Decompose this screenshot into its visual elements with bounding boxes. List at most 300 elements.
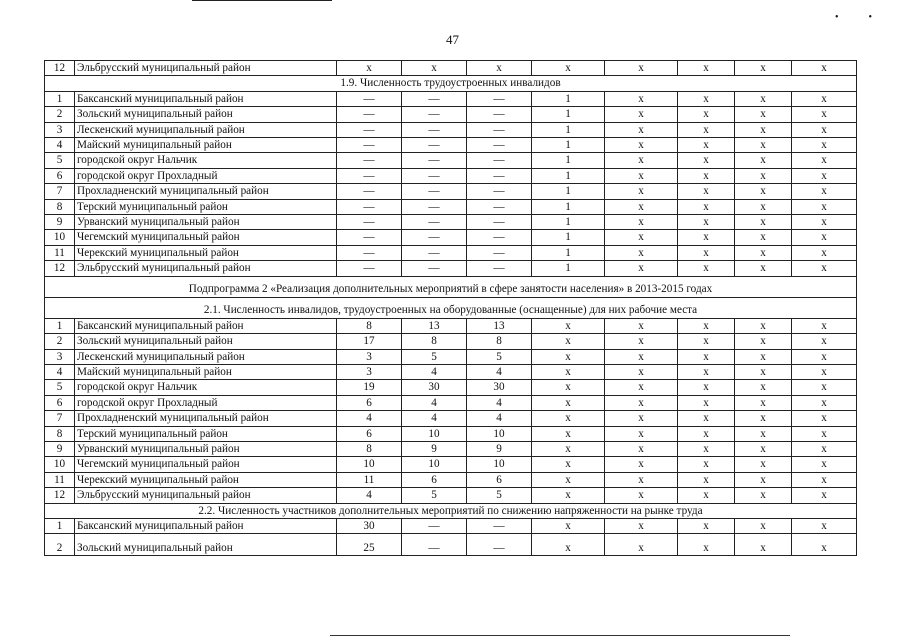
table-row: [45, 230, 857, 245]
table-row: [45, 91, 857, 106]
value-cell: х: [735, 199, 792, 214]
value-cell: 10: [402, 457, 467, 472]
value-cell: 10: [467, 457, 532, 472]
value-cell: х: [792, 168, 857, 183]
value-cell: 11: [337, 472, 402, 487]
data-table: [44, 60, 857, 556]
value-cell: 10: [402, 426, 467, 441]
value-cell: х: [735, 411, 792, 426]
value-cell: х: [792, 426, 857, 441]
value-cell: —: [402, 199, 467, 214]
value-cell: х: [792, 349, 857, 364]
district-name-cell: городской округ Нальчик: [75, 153, 337, 168]
section-heading-row: [45, 503, 857, 518]
district-name-cell: Эльбрусский муниципальный район: [75, 488, 337, 503]
district-name-cell: Терский муниципальный район: [75, 199, 337, 214]
value-cell: 4: [337, 411, 402, 426]
value-cell: х: [792, 215, 857, 230]
value-cell: х: [792, 472, 857, 487]
district-name-cell: Баксанский муниципальный район: [75, 91, 337, 106]
value-cell: х: [532, 61, 605, 76]
row-number-cell: 2: [45, 107, 75, 122]
row-number-cell: 1: [45, 91, 75, 106]
row-number-cell: 10: [45, 230, 75, 245]
value-cell: 4: [467, 411, 532, 426]
section-heading: 2.1. Численность инвалидов, трудоустроенных на оборудованные (оснащенные) для них рабочие места: [45, 297, 857, 318]
value-cell: х: [678, 534, 735, 556]
value-cell: 1: [532, 153, 605, 168]
value-cell: 30: [337, 518, 402, 533]
value-cell: х: [792, 261, 857, 276]
table-row: [45, 472, 857, 487]
value-cell: х: [605, 215, 678, 230]
value-cell: —: [337, 153, 402, 168]
value-cell: 10: [467, 426, 532, 441]
district-name-cell: Зольский муниципальный район: [75, 334, 337, 349]
value-cell: —: [337, 184, 402, 199]
row-number-cell: 4: [45, 138, 75, 153]
value-cell: х: [605, 184, 678, 199]
value-cell: х: [678, 138, 735, 153]
value-cell: х: [792, 534, 857, 556]
value-cell: х: [678, 61, 735, 76]
row-number-cell: 8: [45, 199, 75, 214]
table-row: [45, 518, 857, 533]
row-number-cell: 3: [45, 122, 75, 137]
value-cell: х: [532, 380, 605, 395]
district-name-cell: Урванский муниципальный район: [75, 215, 337, 230]
district-name-cell: Зольский муниципальный район: [75, 107, 337, 122]
value-cell: —: [467, 245, 532, 260]
value-cell: х: [792, 457, 857, 472]
value-cell: х: [735, 472, 792, 487]
value-cell: х: [735, 107, 792, 122]
value-cell: 1: [532, 91, 605, 106]
value-cell: х: [678, 261, 735, 276]
value-cell: 13: [402, 318, 467, 333]
value-cell: —: [402, 107, 467, 122]
district-name-cell: Прохладненский муниципальный район: [75, 184, 337, 199]
row-number-cell: 9: [45, 215, 75, 230]
table-row: [45, 199, 857, 214]
table-row: [45, 426, 857, 441]
value-cell: х: [678, 245, 735, 260]
value-cell: х: [792, 138, 857, 153]
row-number-cell: 3: [45, 349, 75, 364]
value-cell: х: [735, 457, 792, 472]
value-cell: 4: [467, 395, 532, 410]
value-cell: х: [735, 61, 792, 76]
row-number-cell: 4: [45, 364, 75, 379]
value-cell: х: [678, 380, 735, 395]
value-cell: х: [735, 426, 792, 441]
row-number-cell: 7: [45, 184, 75, 199]
value-cell: 5: [402, 488, 467, 503]
value-cell: —: [467, 184, 532, 199]
value-cell: х: [678, 184, 735, 199]
row-number-cell: 8: [45, 426, 75, 441]
value-cell: —: [467, 153, 532, 168]
district-name-cell: Зольский муниципальный район: [75, 534, 337, 556]
value-cell: х: [678, 230, 735, 245]
value-cell: —: [402, 245, 467, 260]
corner-mark: •: [868, 12, 903, 23]
value-cell: х: [678, 364, 735, 379]
value-cell: х: [678, 318, 735, 333]
value-cell: 1: [532, 215, 605, 230]
row-number-cell: 12: [45, 488, 75, 503]
value-cell: 6: [337, 395, 402, 410]
table-row: [45, 168, 857, 183]
district-name-cell: Черекский муниципальный район: [75, 245, 337, 260]
value-cell: х: [532, 411, 605, 426]
value-cell: —: [467, 168, 532, 183]
value-cell: 30: [467, 380, 532, 395]
value-cell: х: [792, 334, 857, 349]
row-number-cell: 11: [45, 472, 75, 487]
value-cell: х: [605, 364, 678, 379]
value-cell: х: [735, 380, 792, 395]
value-cell: х: [605, 261, 678, 276]
value-cell: 8: [467, 334, 532, 349]
value-cell: х: [735, 168, 792, 183]
value-cell: х: [605, 534, 678, 556]
value-cell: х: [735, 153, 792, 168]
value-cell: 1: [532, 138, 605, 153]
value-cell: х: [792, 184, 857, 199]
value-cell: 4: [402, 395, 467, 410]
table-body: [45, 61, 857, 556]
row-number-cell: 10: [45, 457, 75, 472]
value-cell: 30: [402, 380, 467, 395]
value-cell: х: [605, 380, 678, 395]
value-cell: х: [735, 488, 792, 503]
row-number-cell: 12: [45, 61, 75, 76]
district-name-cell: городской округ Нальчик: [75, 380, 337, 395]
value-cell: х: [605, 245, 678, 260]
district-name-cell: Майский муниципальный район: [75, 364, 337, 379]
value-cell: —: [467, 122, 532, 137]
value-cell: —: [402, 230, 467, 245]
value-cell: х: [792, 107, 857, 122]
row-number-cell: 9: [45, 441, 75, 456]
district-name-cell: Урванский муниципальный район: [75, 441, 337, 456]
value-cell: х: [605, 107, 678, 122]
value-cell: х: [792, 380, 857, 395]
value-cell: х: [792, 318, 857, 333]
value-cell: х: [735, 441, 792, 456]
row-number-cell: 6: [45, 395, 75, 410]
district-name-cell: Чегемский муниципальный район: [75, 230, 337, 245]
district-name-cell: Терский муниципальный район: [75, 426, 337, 441]
district-name-cell: Майский муниципальный район: [75, 138, 337, 153]
value-cell: —: [337, 215, 402, 230]
value-cell: 5: [467, 349, 532, 364]
district-name-cell: Баксанский муниципальный район: [75, 318, 337, 333]
value-cell: х: [735, 334, 792, 349]
value-cell: х: [532, 334, 605, 349]
top-rule: [192, 0, 332, 1]
value-cell: 5: [402, 349, 467, 364]
value-cell: 8: [402, 334, 467, 349]
value-cell: х: [532, 395, 605, 410]
value-cell: х: [532, 364, 605, 379]
value-cell: х: [678, 153, 735, 168]
value-cell: х: [678, 91, 735, 106]
value-cell: х: [605, 395, 678, 410]
district-name-cell: Эльбрусский муниципальный район: [75, 261, 337, 276]
value-cell: 4: [402, 364, 467, 379]
value-cell: —: [402, 215, 467, 230]
value-cell: 3: [337, 364, 402, 379]
value-cell: х: [792, 395, 857, 410]
value-cell: х: [605, 91, 678, 106]
district-name-cell: Эльбрусский муниципальный район: [75, 61, 337, 76]
value-cell: х: [605, 168, 678, 183]
table-row: [45, 411, 857, 426]
page-number: 47: [446, 32, 459, 47]
value-cell: х: [605, 153, 678, 168]
value-cell: х: [532, 488, 605, 503]
value-cell: х: [735, 215, 792, 230]
table-row: [45, 349, 857, 364]
value-cell: х: [678, 199, 735, 214]
row-number-cell: 6: [45, 168, 75, 183]
bottom-rule: [330, 635, 790, 636]
subprogram-heading: Подпрограмма 2 «Реализация дополнительных мероприятий в сфере занятости населения» в 2013-2015 годах: [45, 276, 857, 297]
value-cell: 17: [337, 334, 402, 349]
value-cell: х: [678, 441, 735, 456]
value-cell: —: [402, 534, 467, 556]
value-cell: 10: [337, 457, 402, 472]
value-cell: х: [532, 349, 605, 364]
table-row: [45, 245, 857, 260]
table-row: [45, 215, 857, 230]
district-name-cell: Черекский муниципальный район: [75, 472, 337, 487]
district-name-cell: городской округ Прохладный: [75, 168, 337, 183]
value-cell: —: [337, 107, 402, 122]
corner-mark: •: [835, 12, 869, 23]
row-number-cell: 12: [45, 261, 75, 276]
section-heading-row: [45, 76, 857, 91]
district-name-cell: Лескенский муниципальный район: [75, 349, 337, 364]
row-number-cell: 7: [45, 411, 75, 426]
value-cell: х: [735, 245, 792, 260]
value-cell: —: [402, 122, 467, 137]
value-cell: х: [735, 184, 792, 199]
table-row: [45, 138, 857, 153]
value-cell: 25: [337, 534, 402, 556]
table-row: [45, 153, 857, 168]
value-cell: 3: [337, 349, 402, 364]
row-number-cell: 1: [45, 318, 75, 333]
value-cell: 6: [337, 426, 402, 441]
value-cell: х: [735, 364, 792, 379]
value-cell: х: [735, 518, 792, 533]
value-cell: х: [605, 518, 678, 533]
value-cell: —: [467, 107, 532, 122]
value-cell: х: [605, 488, 678, 503]
value-cell: х: [532, 426, 605, 441]
table-row: [45, 107, 857, 122]
value-cell: х: [605, 334, 678, 349]
value-cell: 1: [532, 245, 605, 260]
value-cell: —: [467, 261, 532, 276]
value-cell: х: [792, 61, 857, 76]
value-cell: х: [678, 457, 735, 472]
corner-marks: [835, 12, 902, 23]
value-cell: х: [735, 230, 792, 245]
value-cell: 1: [532, 230, 605, 245]
table-row: [45, 534, 857, 556]
value-cell: —: [337, 261, 402, 276]
value-cell: 8: [337, 318, 402, 333]
value-cell: х: [605, 472, 678, 487]
value-cell: х: [735, 261, 792, 276]
value-cell: —: [467, 230, 532, 245]
value-cell: х: [792, 411, 857, 426]
row-number-cell: 5: [45, 153, 75, 168]
value-cell: 1: [532, 122, 605, 137]
table-row: [45, 395, 857, 410]
value-cell: х: [532, 472, 605, 487]
value-cell: х: [792, 364, 857, 379]
value-cell: х: [532, 441, 605, 456]
value-cell: х: [605, 411, 678, 426]
value-cell: х: [605, 349, 678, 364]
value-cell: 8: [337, 441, 402, 456]
value-cell: х: [678, 215, 735, 230]
value-cell: х: [792, 199, 857, 214]
value-cell: х: [678, 411, 735, 426]
value-cell: х: [605, 199, 678, 214]
value-cell: 5: [467, 488, 532, 503]
value-cell: х: [532, 534, 605, 556]
value-cell: 6: [402, 472, 467, 487]
value-cell: х: [678, 488, 735, 503]
value-cell: —: [402, 184, 467, 199]
value-cell: х: [792, 122, 857, 137]
value-cell: х: [678, 107, 735, 122]
district-name-cell: Прохладненский муниципальный район: [75, 411, 337, 426]
value-cell: —: [337, 230, 402, 245]
value-cell: х: [605, 230, 678, 245]
value-cell: 1: [532, 184, 605, 199]
table-row: [45, 334, 857, 349]
value-cell: —: [467, 534, 532, 556]
section-heading: 2.2. Численность участников дополнительных мероприятий по снижению напряженности на рынке труда: [45, 503, 857, 518]
value-cell: х: [605, 426, 678, 441]
section-heading-row: [45, 297, 857, 318]
table-row: [45, 261, 857, 276]
row-number-cell: 1: [45, 518, 75, 533]
value-cell: 1: [532, 199, 605, 214]
value-cell: х: [792, 245, 857, 260]
table-row: [45, 184, 857, 199]
table-row: [45, 441, 857, 456]
value-cell: —: [402, 138, 467, 153]
value-cell: —: [337, 122, 402, 137]
value-cell: х: [678, 472, 735, 487]
value-cell: —: [337, 91, 402, 106]
row-number-cell: 2: [45, 534, 75, 556]
value-cell: х: [605, 61, 678, 76]
value-cell: —: [467, 91, 532, 106]
value-cell: —: [467, 138, 532, 153]
value-cell: х: [678, 518, 735, 533]
district-name-cell: городской округ Прохладный: [75, 395, 337, 410]
value-cell: х: [792, 91, 857, 106]
value-cell: 9: [402, 441, 467, 456]
section-heading: 1.9. Численность трудоустроенных инвалидов: [45, 76, 857, 91]
value-cell: х: [678, 122, 735, 137]
value-cell: х: [735, 138, 792, 153]
value-cell: —: [467, 199, 532, 214]
district-name-cell: Баксанский муниципальный район: [75, 518, 337, 533]
table-row: [45, 457, 857, 472]
value-cell: х: [605, 138, 678, 153]
value-cell: 1: [532, 168, 605, 183]
value-cell: х: [402, 61, 467, 76]
value-cell: 1: [532, 107, 605, 122]
value-cell: х: [792, 153, 857, 168]
value-cell: х: [792, 441, 857, 456]
value-cell: 6: [467, 472, 532, 487]
value-cell: 1: [532, 261, 605, 276]
value-cell: х: [605, 441, 678, 456]
value-cell: х: [467, 61, 532, 76]
value-cell: х: [337, 61, 402, 76]
row-number-cell: 5: [45, 380, 75, 395]
district-name-cell: Лескенский муниципальный район: [75, 122, 337, 137]
value-cell: х: [735, 122, 792, 137]
value-cell: х: [605, 318, 678, 333]
table-row: [45, 122, 857, 137]
value-cell: х: [605, 122, 678, 137]
value-cell: —: [467, 215, 532, 230]
value-cell: —: [467, 518, 532, 533]
table-row: [45, 318, 857, 333]
value-cell: —: [402, 91, 467, 106]
value-cell: —: [402, 153, 467, 168]
value-cell: —: [402, 518, 467, 533]
value-cell: х: [792, 518, 857, 533]
value-cell: —: [337, 138, 402, 153]
subprogram-heading-row: [45, 276, 857, 297]
table-row: [45, 380, 857, 395]
value-cell: х: [532, 518, 605, 533]
value-cell: 4: [337, 488, 402, 503]
value-cell: —: [337, 199, 402, 214]
value-cell: х: [532, 318, 605, 333]
district-name-cell: Чегемский муниципальный район: [75, 457, 337, 472]
value-cell: х: [532, 457, 605, 472]
value-cell: х: [735, 349, 792, 364]
row-number-cell: 2: [45, 334, 75, 349]
value-cell: х: [678, 168, 735, 183]
row-number-cell: 11: [45, 245, 75, 260]
value-cell: 13: [467, 318, 532, 333]
value-cell: х: [678, 395, 735, 410]
value-cell: 4: [467, 364, 532, 379]
value-cell: х: [678, 426, 735, 441]
table-row: [45, 364, 857, 379]
value-cell: х: [678, 349, 735, 364]
value-cell: х: [678, 334, 735, 349]
value-cell: х: [792, 488, 857, 503]
value-cell: 4: [402, 411, 467, 426]
value-cell: х: [735, 534, 792, 556]
